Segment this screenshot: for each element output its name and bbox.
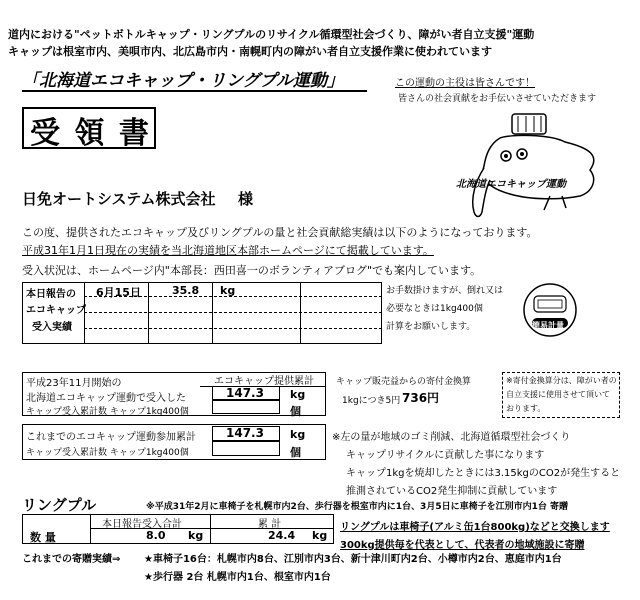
daily-label-3: 受入実績 [32, 322, 72, 333]
note-right-1: お手数掛けますが、倒れ又は [386, 286, 504, 296]
ringpull-col-today: 本日報告受入合計 [102, 519, 182, 530]
participation-line-1: これまでのエコキャップ運動参加累計 [26, 432, 196, 443]
body-line-2: 平成31年1月1日現在の実績を当北海道地区本部ホームページにて掲載しています。 [22, 244, 434, 257]
daily-label-1: 本日報告の [26, 289, 76, 300]
co2-line-3: キャップ1kgを焼却したときには3.15kgのCO2が発生すると [346, 468, 621, 479]
ringpull-today: 8.0 [146, 529, 166, 542]
ringpull-row-label: 数 量 [30, 531, 56, 544]
co2-line-2: キャップリサイクルに貢献した事になります [346, 450, 545, 461]
mascot-label: 北海道エコキャップ運動 [456, 179, 566, 190]
mascot-caption-2: 皆さんの社会貢献をお手伝いさせていただきます [398, 94, 597, 104]
ringpull-col-total: 累 計 [258, 519, 282, 530]
donations-label: これまでの寄贈実績⇒ [22, 554, 121, 565]
daily-label-2: エコキャップ [26, 305, 86, 316]
body-line-3: 受入状況は、ホームページ内"本部長：西田喜一のボランティアブログ"でも案内しています。 [22, 264, 482, 277]
doc-title: 受 領 書 [30, 116, 151, 151]
right-note-2: 自立支援に使用させて頂いて [506, 390, 610, 399]
mascot-illustration [440, 108, 615, 228]
ringpull-note-1: ※平成31年2月に車椅子を札幌市内2台、歩行器を根室市内に1台、3月5日に車椅子を江別市内1台 寄贈 [146, 502, 568, 512]
vaccine-title: キャップ販売益からの寄付金換算 [336, 377, 472, 387]
right-note-3: おります。 [506, 404, 546, 413]
scale-badge-label: 簡易計量 [532, 321, 564, 330]
body-line-1: この度、提供されたエコキャップ及びリングプルの量と社会貢献総実績は以下のようになっております。 [22, 226, 538, 239]
daily-amount: 35.8 [172, 284, 200, 297]
right-note-1: ※寄付金換算分は、障がい者の [506, 376, 617, 385]
participation-line-2: キャップ受入累計数 キャップ1kg400個 [26, 448, 189, 458]
mascot-caption-1: この運動の主役は皆さんです！ [395, 78, 535, 89]
ringpull-title: リングプル [22, 496, 97, 514]
intro-line-2: キャップは根室市内、美唄市内、北広島市内・南幌町内の障がい者自立支援作業に使われています [8, 45, 492, 58]
participation-weight-unit: kg [290, 428, 306, 441]
since-weight-unit: kg [290, 388, 306, 401]
participation-weight: 147.3 [226, 426, 264, 440]
recipient-name: 日免オートシステム株式会社 [22, 190, 216, 208]
since-line-3: キャップ受入累計数 キャップ1kg400個 [26, 407, 189, 417]
donations-line-1: ★車椅子16台：札幌市内8台、江別市内3台、新十津川町内2台、小樽市内2台、恵庭市内1台 [144, 554, 562, 565]
daily-date: 6月15日 [96, 286, 141, 299]
co2-line-1: ※左の量が地域のゴミ削減、北海道循環型社会づくり [332, 432, 571, 443]
donations-line-2: ★歩行器 2台 札幌市内1台、根室市内1台 [144, 572, 331, 583]
intro-line-1: 道内における"ペットボトルキャップ・リングプルのリサイクル循環型社会づくり、障がい者自立支援"運動 [8, 28, 535, 41]
note-right-3: 計算をお願いします。 [386, 322, 476, 332]
recipient-honorific: 様 [238, 190, 254, 208]
since-count-unit: 個 [290, 405, 301, 418]
since-line-1: 平成23年11月開始の [26, 378, 122, 389]
ringpull-total: 24.4 [268, 529, 296, 542]
daily-unit: kg [220, 284, 236, 297]
ringpull-today-unit: kg [188, 529, 204, 542]
campaign-title: 「北海道エコキャップ・リングプル運動」 [22, 71, 344, 91]
ringpull-note-2: リングプルは車椅子(アルミ缶1台800kg)などと交換します [340, 522, 610, 533]
scale-badge-icon [520, 280, 580, 340]
vaccine-amount: 736円 [402, 391, 440, 405]
note-right-2: 必要なときは1kg400個 [386, 304, 483, 314]
since-line-2: 北海道エコキャップ運動で受入した [26, 393, 186, 404]
vaccine-rate: 1kgにつき5円 [342, 396, 401, 406]
since-header: エコキャップ提供累計 [214, 376, 314, 387]
co2-line-4: 推測されているCO2発生抑制に貢献しています [346, 486, 558, 497]
ringpull-total-unit: kg [312, 529, 328, 542]
ringpull-note-3: 300kg提供毎を代表として、代表者の地域施設に寄贈 [340, 540, 585, 551]
since-weight: 147.3 [226, 386, 264, 400]
participation-count-unit: 個 [290, 446, 301, 459]
